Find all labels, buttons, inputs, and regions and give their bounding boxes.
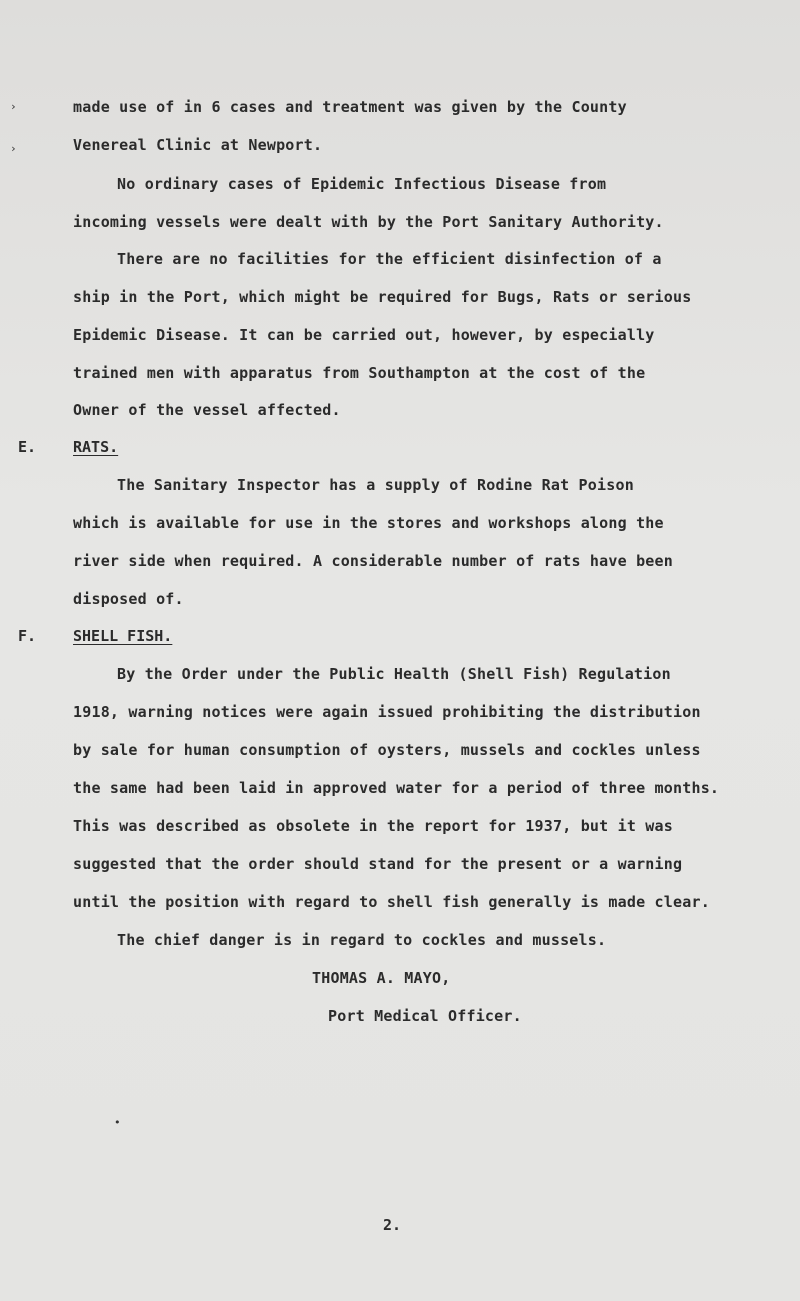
paragraph-line: There are no facilities for the efficient disinfection of a (117, 250, 662, 268)
section-f-line: By the Order under the Public Health (Shell Fish) Regulation (117, 665, 671, 683)
section-e-line: which is available for use in the stores and workshops along the (73, 514, 664, 532)
section-f-line: This was described as obsolete in the report for 1937, but it was (73, 817, 673, 835)
section-f-line: suggested that the order should stand for the present or a warning (73, 855, 683, 873)
section-f-line: by sale for human consumption of oysters, mussels and cockles unless (73, 741, 701, 759)
section-f-line: The chief danger is in regard to cockles and mussels. (117, 931, 607, 949)
section-e-label: E. (18, 438, 37, 456)
section-e-heading: RATS. (73, 438, 119, 456)
section-e-line: The Sanitary Inspector has a supply of Rodine Rat Poison (117, 476, 634, 494)
paragraph-line: Epidemic Disease. It can be carried out, however, by especially (73, 326, 655, 344)
signature-title: Port Medical Officer. (328, 1007, 522, 1025)
stray-mark: • (114, 1116, 121, 1129)
margin-mark: › (10, 142, 17, 155)
paragraph-line: made use of in 6 cases and treatment was given by the County (73, 98, 627, 116)
paragraph-line: trained men with apparatus from Southampton at the cost of the (73, 364, 646, 382)
paragraph-line: incoming vessels were dealt with by the Port Sanitary Authority. (73, 213, 664, 231)
section-f-line: until the position with regard to shell fish generally is made clear. (73, 893, 710, 911)
margin-mark: › (10, 100, 17, 113)
section-f-heading: SHELL FISH. (73, 627, 173, 645)
paragraph-line: Owner of the vessel affected. (73, 401, 341, 419)
page-number: 2. (383, 1216, 402, 1234)
paragraph-line: Venereal Clinic at Newport. (73, 136, 323, 154)
section-f-label: F. (18, 627, 37, 645)
section-f-line: 1918, warning notices were again issued prohibiting the distribution (73, 703, 701, 721)
section-e-line: disposed of. (73, 590, 184, 608)
paragraph-line: ship in the Port, which might be required for Bugs, Rats or serious (73, 288, 692, 306)
section-e-line: river side when required. A considerable number of rats have been (73, 552, 673, 570)
paragraph-line: No ordinary cases of Epidemic Infectious Disease from (117, 175, 607, 193)
section-f-line: the same had been laid in approved water for a period of three months. (73, 779, 720, 797)
signature-name: THOMAS A. MAYO, (312, 969, 451, 987)
